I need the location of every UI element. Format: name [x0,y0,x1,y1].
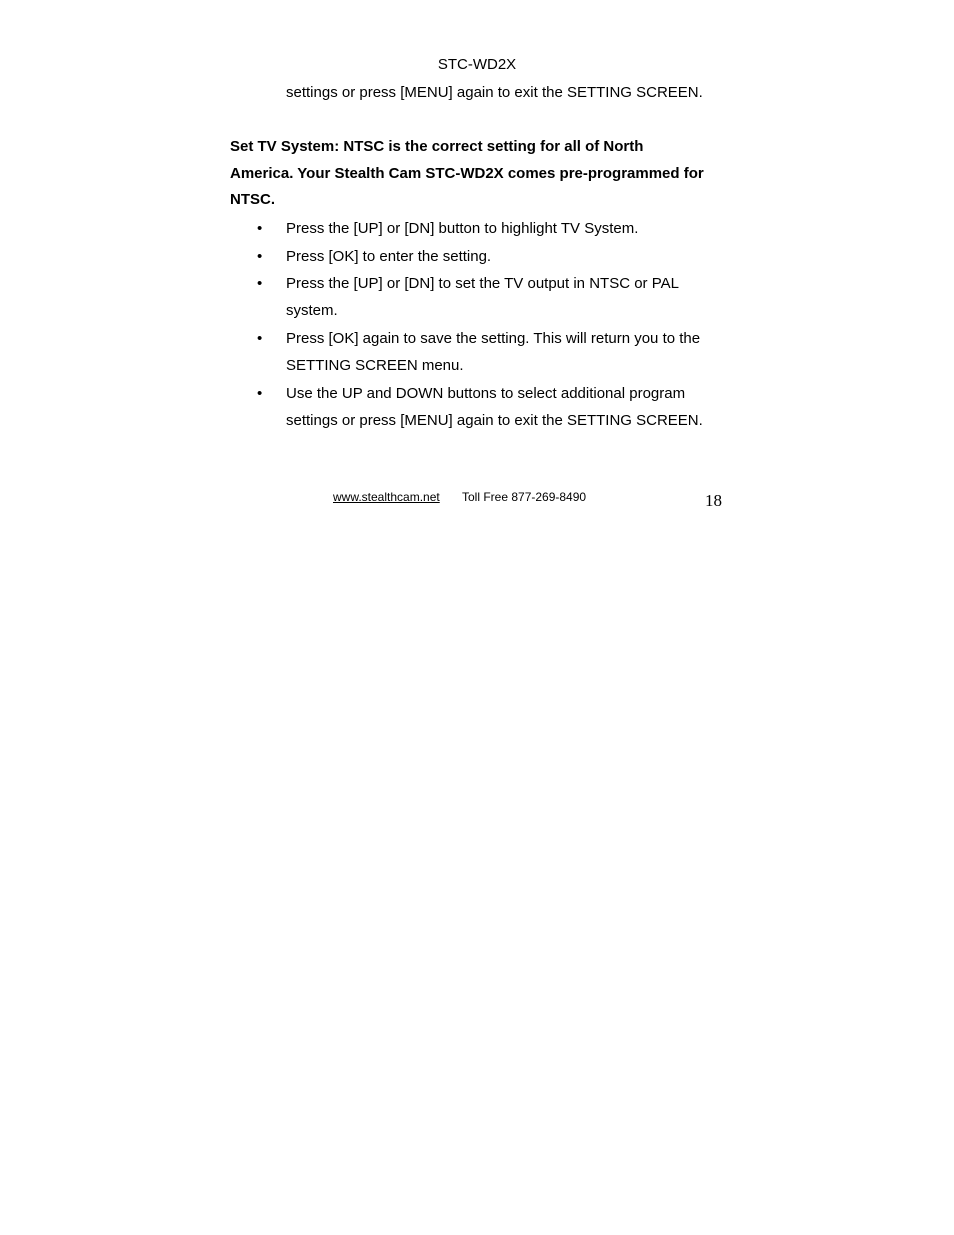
list-item-text: Use the UP and DOWN buttons to select additional program [286,385,686,402]
bullet-icon: • [257,275,263,292]
bullet-icon: • [257,385,263,402]
page-number: 18 [705,491,722,510]
section-heading-line: Set TV System: NTSC is the correct setting for all of North [230,138,644,155]
bullet-icon: • [257,220,263,237]
continuation-text: settings or press [MENU] again to exit the SETTING SCREEN. [286,84,703,101]
section-heading-line: NTSC. [230,191,275,208]
list-item-text: system. [286,302,338,319]
list-item-text: Press [OK] again to save the setting. This will return you to the [286,330,701,347]
bullet-icon: • [257,330,263,347]
bullet-icon: • [257,248,263,265]
list-item-text: settings or press [MENU] again to exit the SETTING SCREEN. [286,412,703,429]
toll-free-phone: Toll Free 877-269-8490 [462,490,587,504]
list-item-text: SETTING SCREEN menu. [286,357,464,374]
website-link[interactable]: www.stealthcam.net [333,490,440,504]
document-header-title: STC-WD2X [437,56,517,73]
list-item-text: Press the [UP] or [DN] to set the TV output in NTSC or PAL [286,275,679,292]
list-item-text: Press [OK] to enter the setting. [286,248,492,265]
section-heading-line: America. Your Stealth Cam STC-WD2X comes pre-programmed for [230,165,704,182]
list-item-text: Press the [UP] or [DN] button to highlight TV System. [286,220,639,237]
